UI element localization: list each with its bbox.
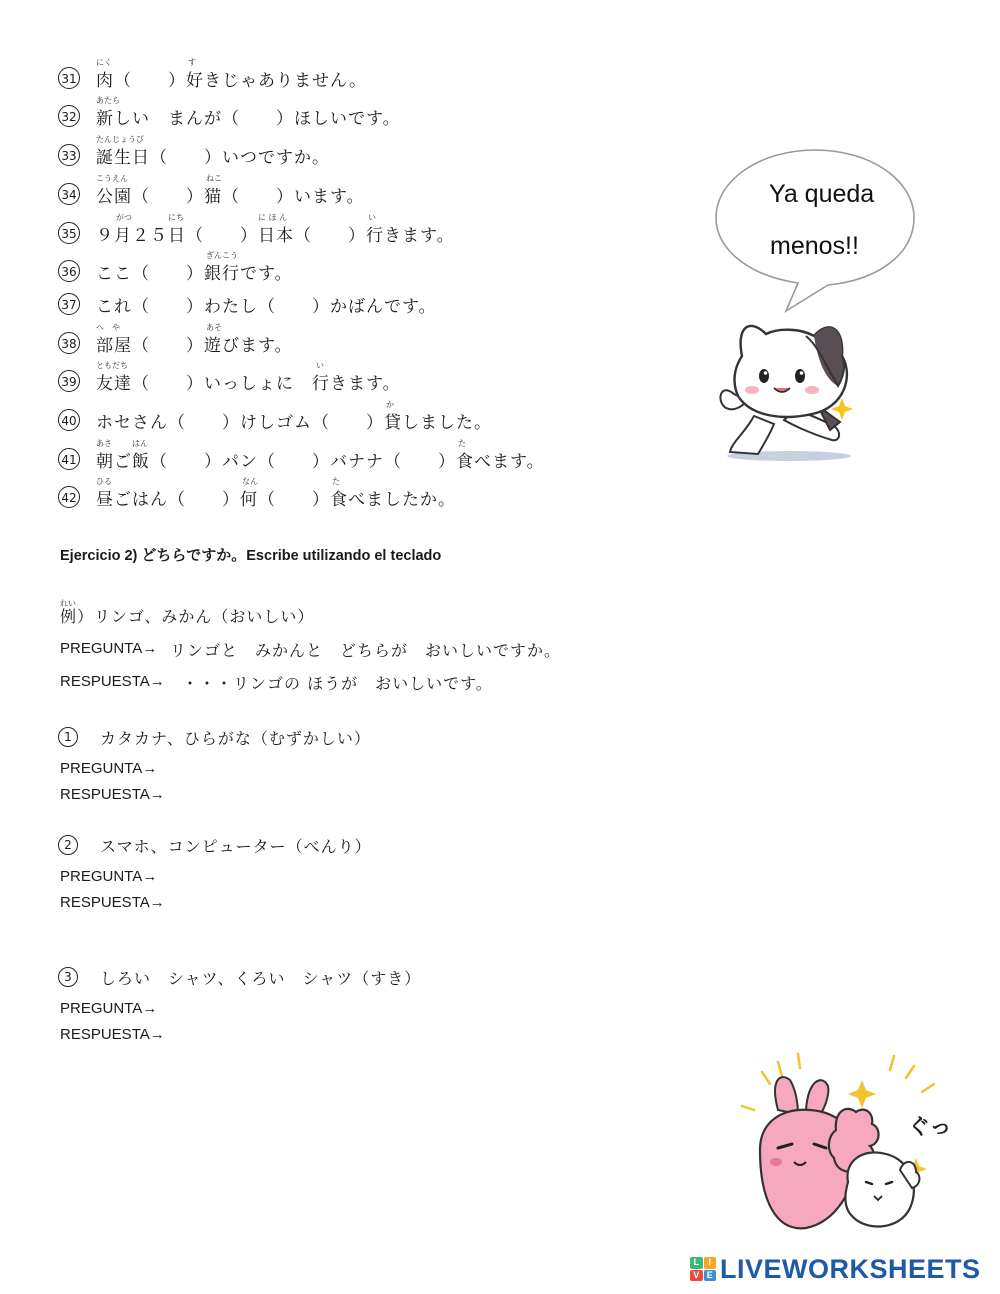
furigana: たんじょうび (96, 135, 144, 144)
furigana: す (188, 58, 196, 67)
furigana: こうえん (96, 174, 128, 183)
item-prompt: しろい シャツ、くろい シャツ（すき） (100, 969, 422, 988)
furigana: い (368, 213, 376, 222)
item-number: 32 (58, 105, 80, 127)
heading-prefix: Ejercicio 2) (60, 548, 142, 564)
respuesta-label: RESPUESTA→ (60, 894, 165, 911)
example-respuesta-label: RESPUESTA→ (60, 673, 165, 690)
example-pregunta-label: PREGUNTA→ (60, 640, 158, 657)
item-sentence: 朝ご飯（ ）パン（ ）バナナ（ ）食べます。 (96, 452, 545, 472)
item-sentence: 誕生日（ ）いつですか。 (96, 148, 330, 168)
item-sentence: ここ（ ）銀行です。 (96, 264, 293, 284)
example-respuesta-text: ・・・リンゴの ほうが おいしいです。 (182, 674, 493, 693)
heading-suffix: Escribe utilizando el teclado (246, 548, 442, 564)
item-sentence: これ（ ）わたし（ ）かばんです。 (96, 297, 437, 317)
heading-jp: どちらですか。 (141, 546, 247, 564)
furigana: ひる (96, 477, 112, 486)
furigana: か (386, 400, 394, 409)
pregunta-label: PREGUNTA→ (60, 760, 158, 777)
item-number: 33 (58, 144, 80, 166)
exercise-2-heading (60, 544, 441, 565)
item-sentence: 部屋（ ）遊びます。 (96, 336, 293, 356)
item-sentence: ９月２５日（ ）日本（ ）行きます。 (96, 226, 455, 246)
furigana: にく (96, 58, 112, 67)
item-number: 40 (58, 409, 80, 431)
item-prompt: スマホ、コンピューター（べんり） (100, 837, 372, 856)
item-sentence: 昼ごはん（ ）何（ ）食べましたか。 (96, 490, 456, 510)
item-number: 34 (58, 183, 80, 205)
item-prompt: カタカナ、ひらがな（むずかしい） (100, 729, 371, 748)
logo-letter: I (704, 1257, 717, 1269)
item-number: 39 (58, 370, 80, 392)
item-number: 1 (58, 727, 78, 747)
furigana: た (458, 439, 466, 448)
item-number: 36 (58, 260, 80, 282)
furigana: はん (132, 439, 148, 448)
item-number: 37 (58, 293, 80, 315)
speech-bubble (710, 146, 920, 316)
respuesta-label: RESPUESTA→ (60, 786, 165, 803)
logo-letter: E (704, 1270, 717, 1282)
sticker-text: ぐっ (908, 1115, 952, 1140)
logo-text: LIVEWORKSHEETS (720, 1253, 981, 1284)
example-pregunta-text: リンゴと みかんと どちらが おいしいですか。 (170, 641, 562, 660)
furigana: あそ (206, 323, 222, 332)
furigana: ねこ (206, 174, 222, 183)
furigana: にち (168, 213, 184, 222)
item-number: 3 (58, 967, 78, 987)
bubble-line-1: Ya queda (769, 180, 875, 208)
example-prompt: 例）リンゴ、みかん（おいしい） (60, 607, 315, 626)
item-sentence: ホセさん（ ）けしゴム（ ）貸しました。 (96, 413, 492, 433)
item-sentence: 肉（ ）好きじゃありません。 (96, 71, 368, 91)
furigana: なん (242, 477, 258, 486)
item-sentence: 友達（ ）いっしょに 行きます。 (96, 374, 401, 394)
item-sentence: 新しい まんが（ ）ほしいです。 (96, 109, 401, 129)
pregunta-label: PREGUNTA→ (60, 1000, 158, 1017)
cat-illustration (714, 316, 864, 464)
logo-mark-icon (690, 1257, 716, 1281)
rabbit-sticker (740, 1050, 952, 1234)
furigana: に ほ ん (258, 213, 288, 222)
furigana: ともだち (96, 361, 128, 370)
item-number: 2 (58, 835, 78, 855)
furigana: た (332, 477, 340, 486)
furigana: へ や (96, 323, 120, 332)
item-number: 42 (58, 486, 80, 508)
liveworksheets-logo[interactable] (690, 1252, 981, 1286)
item-number: 35 (58, 222, 80, 244)
furigana: い (316, 361, 324, 370)
furigana: あさ (96, 439, 112, 448)
bubble-line-2: menos!! (770, 232, 859, 260)
furigana: ぎんこう (206, 251, 238, 260)
item-sentence: 公園（ ）猫（ ）います。 (96, 187, 365, 207)
pregunta-label: PREGUNTA→ (60, 868, 158, 885)
furigana: あたら (96, 96, 120, 105)
logo-letter: V (690, 1270, 703, 1282)
item-number: 38 (58, 332, 80, 354)
item-number: 41 (58, 448, 80, 470)
furigana: がつ (116, 213, 132, 222)
item-number: 31 (58, 67, 80, 89)
respuesta-label: RESPUESTA→ (60, 1026, 165, 1043)
example-ruby: れい (60, 599, 76, 608)
logo-letter: L (690, 1257, 703, 1269)
